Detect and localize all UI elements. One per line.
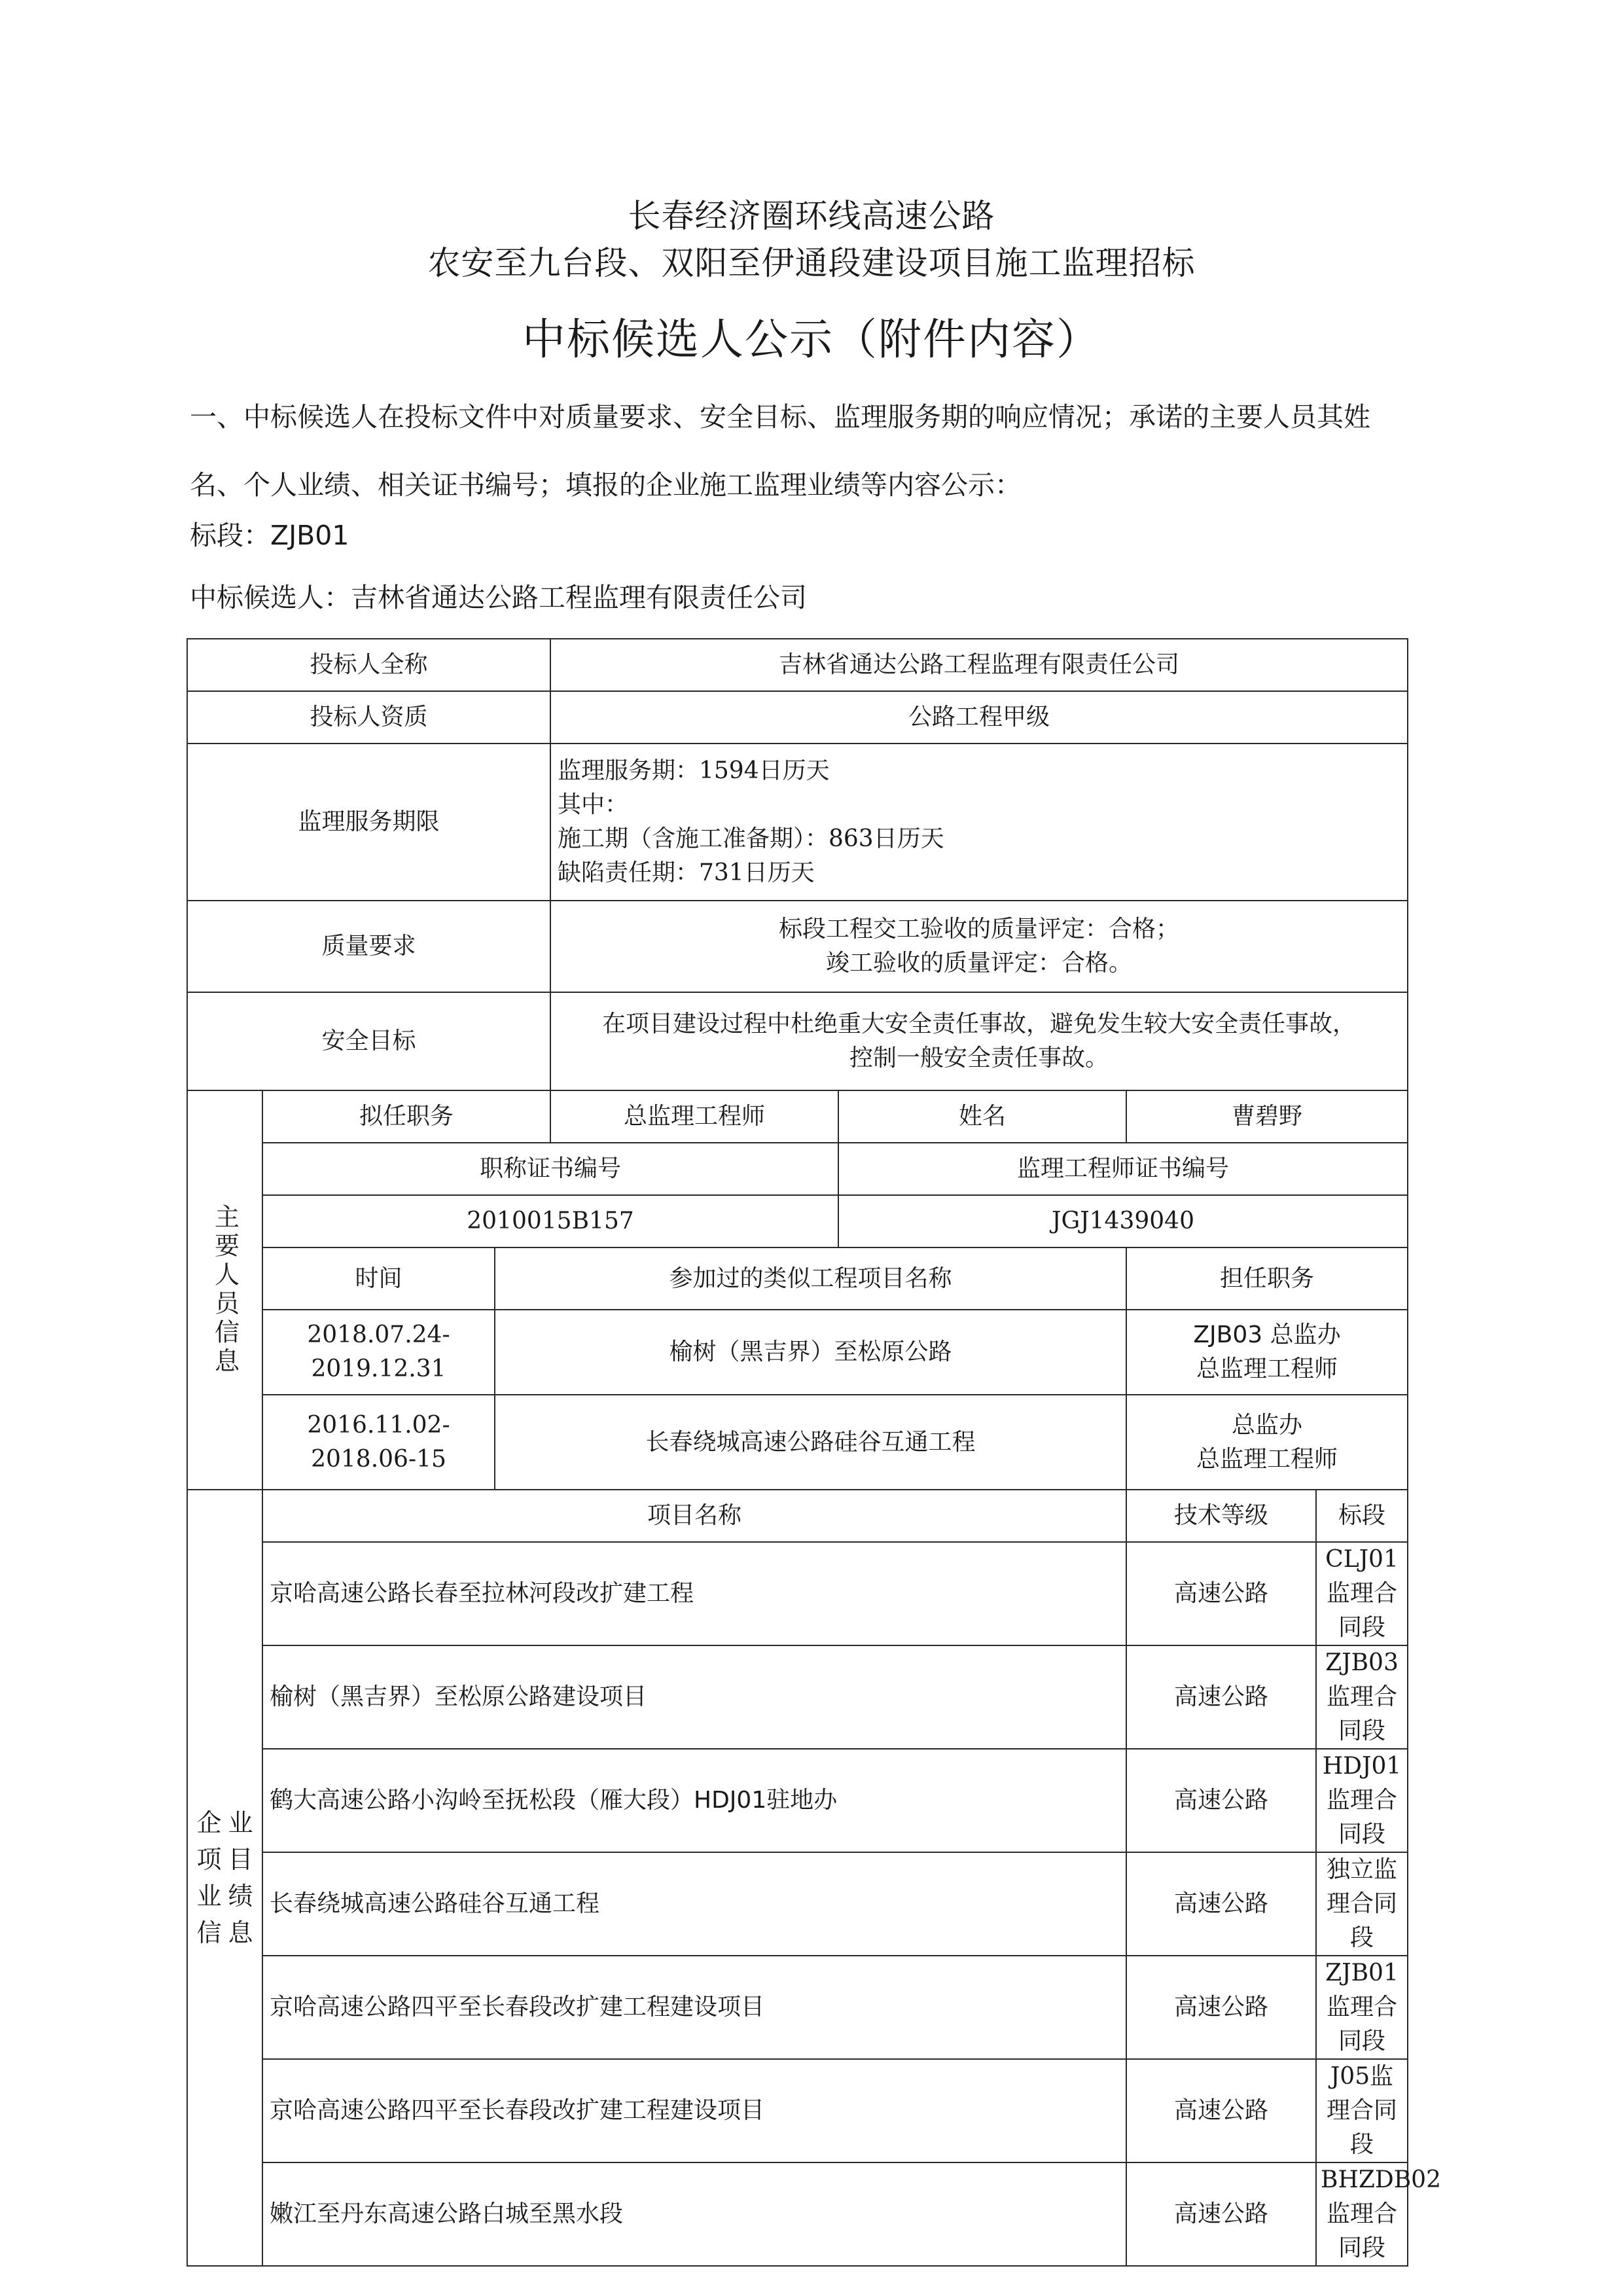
group-char: 业 — [228, 1808, 253, 1837]
enterprise-header-name: 项目名称 — [262, 1490, 1126, 1542]
enterprise-grade: 高速公路 — [1126, 2162, 1316, 2266]
group-char: 业 — [196, 1882, 222, 1910]
time-start: 2018.07.24- — [307, 1321, 450, 1348]
enterprise-project-name: 嫩江至丹东高速公路白城至黑水段 — [262, 2162, 1126, 2266]
table-row — [187, 1143, 1408, 1195]
safety-label: 安全目标 — [187, 992, 550, 1090]
enterprise-group-label — [187, 1490, 262, 2266]
enterprise-project-name: 京哈高速公路四平至长春段改扩建工程建设项目 — [262, 2059, 1126, 2162]
enterprise-header-lot: 标段 — [1316, 1490, 1408, 1542]
table-row — [187, 639, 1408, 691]
table-row — [187, 1090, 1408, 1143]
personnel-group-label: 主要人员信息 — [187, 1090, 262, 1490]
group-char: 绩 — [228, 1882, 253, 1910]
service-period-line: 施工期（含施工准备期）：863日历天 — [558, 825, 944, 852]
safety-line: 控制一般安全责任事故。 — [849, 1045, 1109, 1071]
role-line: 总监办 — [1232, 1411, 1303, 1439]
title-cert-label: 职称证书编号 — [262, 1143, 838, 1195]
group-char: 项 — [196, 1845, 222, 1874]
quality-line: 竣工验收的质量评定：合格。 — [826, 950, 1133, 977]
table-row — [187, 1490, 1408, 1542]
enterprise-grade: 高速公路 — [1126, 1956, 1316, 2059]
table-row — [187, 2059, 1408, 2162]
service-period-label: 监理服务期限 — [187, 744, 550, 901]
enterprise-grade: 高速公路 — [1126, 1542, 1316, 1645]
history-header-project: 参加过的类似工程项目名称 — [495, 1247, 1126, 1310]
enterprise-grade: 高速公路 — [1126, 2059, 1316, 2162]
safety-value — [550, 992, 1408, 1090]
group-char: 目 — [228, 1845, 253, 1874]
table-row — [187, 691, 1408, 744]
role-line: 总监理工程师 — [1196, 1355, 1338, 1382]
enterprise-grade: 高速公路 — [1126, 1852, 1316, 1956]
time-end: 2019.12.31 — [311, 1355, 446, 1382]
enterprise-lot: 独立监理合同段 — [1316, 1852, 1408, 1956]
group-char: 企 — [196, 1808, 222, 1837]
enterprise-header-grade: 技术等级 — [1126, 1490, 1316, 1542]
enterprise-lot: J05监理合同段 — [1316, 2059, 1408, 2162]
time-start: 2016.11.02- — [307, 1411, 450, 1439]
qualification-value: 公路工程甲级 — [550, 691, 1408, 744]
enterprise-project-name: 鹤大高速公路小沟岭至抚松段（雁大段）HDJ01驻地办 — [262, 1749, 1126, 1852]
service-period-value — [550, 744, 1408, 901]
safety-line: 在项目建设过程中杜绝重大安全责任事故，避免发生较大安全责任事故， — [602, 1011, 1357, 1037]
enterprise-project-name: 京哈高速公路四平至长春段改扩建工程建设项目 — [262, 1956, 1126, 2059]
position-label: 拟任职务 — [262, 1090, 550, 1143]
full-name-label: 投标人全称 — [187, 639, 550, 691]
supervisor-cert-label: 监理工程师证书编号 — [838, 1143, 1408, 1195]
bid-info-table — [187, 638, 1441, 2267]
quality-line: 标段工程交工验收的质量评定：合格； — [779, 916, 1180, 942]
enterprise-lot: CLJ01监理合同段 — [1316, 1542, 1408, 1645]
qualification-label: 投标人资质 — [187, 691, 550, 744]
role-line: 总监理工程师 — [1196, 1445, 1338, 1473]
table-row — [187, 1956, 1408, 2059]
history-time — [262, 1310, 495, 1395]
title-cert-value: 2010015B157 — [262, 1195, 838, 1247]
enterprise-lot: HDJ01监理合同段 — [1316, 1749, 1408, 1852]
table-row — [187, 1195, 1408, 1247]
service-period-line: 缺陷责任期：731日历天 — [558, 859, 815, 886]
intro-paragraph: 一、中标候选人在投标文件中对质量要求、安全目标、监理服务期的响应情况；承诺的主要人员其姓名、个人业绩、相关证书编号；填报的企业施工监理业绩等内容公示： — [190, 401, 1370, 501]
candidate-label: 中标候选人：吉林省通达公路工程监理有限责任公司 — [190, 582, 807, 613]
time-end: 2018.06-15 — [311, 1445, 446, 1473]
supervisor-cert-value: JGJ1439040 — [838, 1195, 1408, 1247]
lot-label: 标段：ZJB01 — [190, 520, 349, 551]
document-title-line1: 长春经济圈环线高速公路 — [628, 197, 995, 235]
quality-label: 质量要求 — [187, 901, 550, 992]
history-role — [1126, 1395, 1408, 1490]
group-char: 信 — [196, 1918, 222, 1947]
table-row — [187, 1645, 1408, 1749]
document-main-title: 中标候选人公示（附件内容） — [522, 314, 1101, 365]
table-row — [187, 744, 1408, 901]
history-header-role: 担任职务 — [1126, 1247, 1408, 1310]
quality-value — [550, 901, 1408, 992]
position-value: 总监理工程师 — [550, 1090, 838, 1143]
name-label: 姓名 — [838, 1090, 1126, 1143]
enterprise-lot: ZJB01监理合同段 — [1316, 1956, 1408, 2059]
full-name-value: 吉林省通达公路工程监理有限责任公司 — [550, 639, 1408, 691]
enterprise-project-name: 京哈高速公路长春至拉林河段改扩建工程 — [262, 1542, 1126, 1645]
table-row — [187, 1310, 1408, 1395]
enterprise-project-name: 榆树（黑吉界）至松原公路建设项目 — [262, 1645, 1126, 1749]
table-row — [187, 1247, 1408, 1310]
table-row — [187, 1395, 1408, 1490]
enterprise-project-name: 长春绕城高速公路硅谷互通工程 — [262, 1852, 1126, 1956]
name-value: 曹碧野 — [1126, 1090, 1408, 1143]
service-period-line: 其中： — [558, 791, 629, 818]
table-row — [187, 1852, 1408, 1956]
enterprise-grade: 高速公路 — [1126, 1749, 1316, 1852]
history-project: 榆树（黑吉界）至松原公路 — [495, 1310, 1126, 1395]
enterprise-lot: ZJB03监理合同段 — [1316, 1645, 1408, 1749]
enterprise-lot: BHZDB02监理合同段 — [1316, 2162, 1408, 2266]
role-line: ZJB03 总监办 — [1193, 1321, 1341, 1348]
enterprise-grade: 高速公路 — [1126, 1645, 1316, 1749]
group-char: 息 — [228, 1918, 253, 1947]
table-row — [187, 992, 1408, 1090]
history-role — [1126, 1310, 1408, 1395]
table-row — [187, 2162, 1408, 2266]
history-time — [262, 1395, 495, 1490]
document-title-line2: 农安至九台段、双阳至伊通段建设项目施工监理招标 — [427, 244, 1196, 282]
table-row — [187, 901, 1408, 992]
history-project: 长春绕城高速公路硅谷互通工程 — [495, 1395, 1126, 1490]
service-period-line: 监理服务期：1594日历天 — [558, 757, 830, 784]
table-row — [187, 1749, 1408, 1852]
table-row — [187, 1542, 1408, 1645]
history-header-time: 时间 — [262, 1247, 495, 1310]
